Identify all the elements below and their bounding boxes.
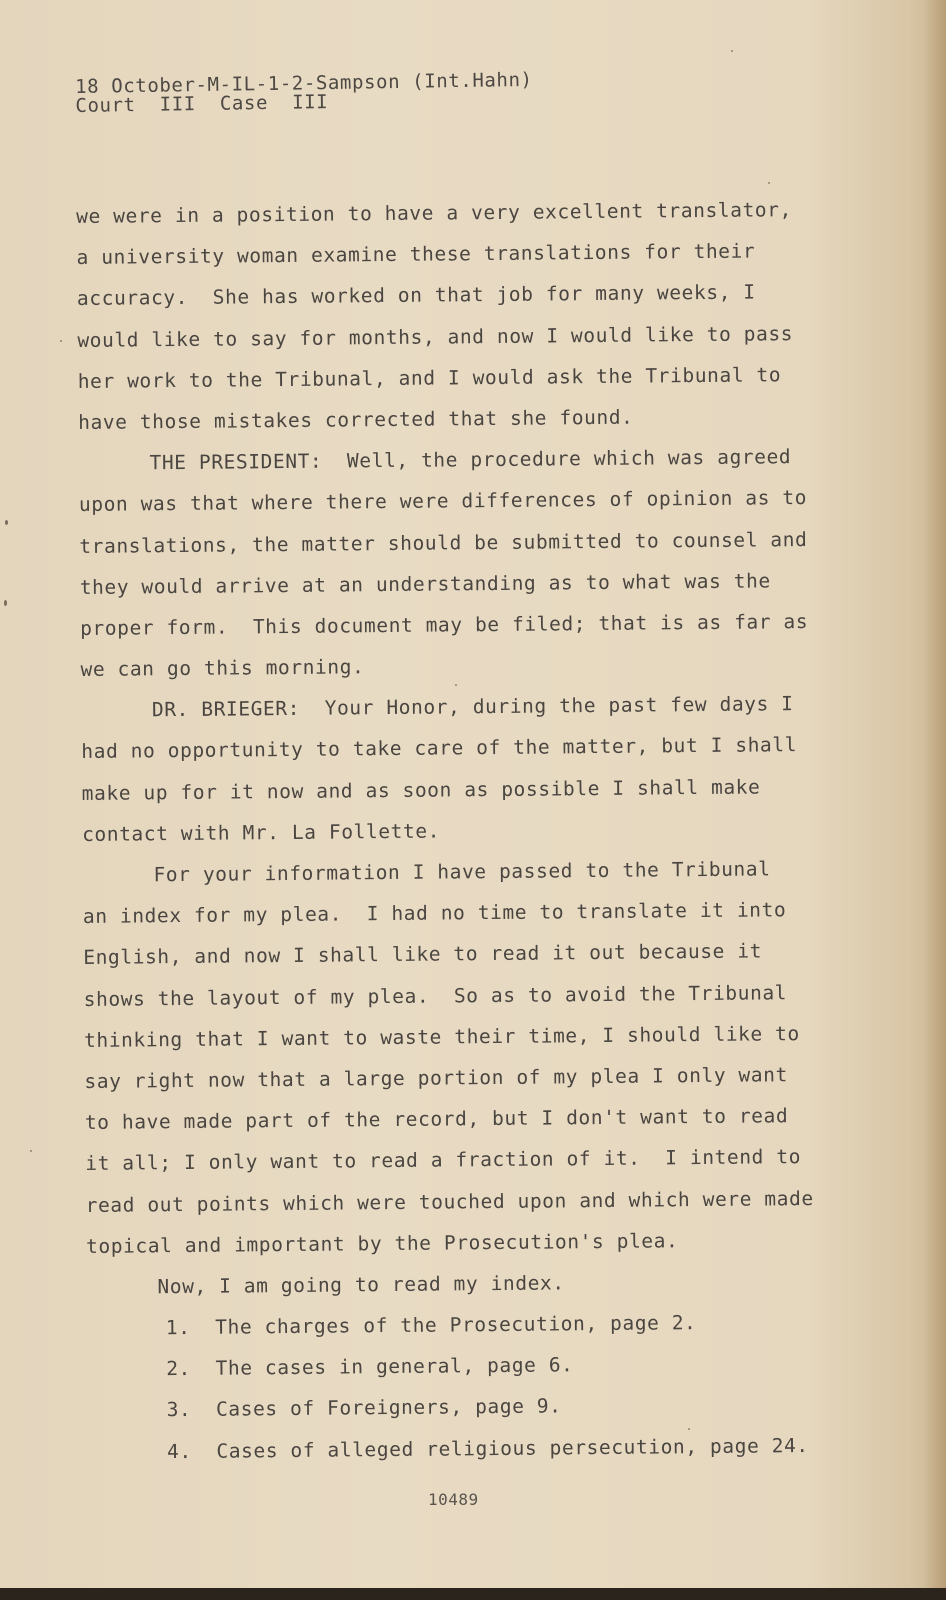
text-line: contact with Mr. La Follette. xyxy=(82,819,441,846)
text-line: to have made part of the record, but I don't want to read xyxy=(84,1104,789,1135)
text-line: an index for my plea. I had no time to translate it into xyxy=(82,898,787,929)
index-list-item: 2. The cases in general, page 6. xyxy=(166,1353,574,1381)
text-line: upon was that where there were differences of opinion as to xyxy=(78,486,808,517)
document-header xyxy=(74,68,533,117)
index-list-item: 4. Cases of alleged religious persecution, page 24. xyxy=(166,1433,809,1463)
speaker-line-brieger: DR. BRIEGER: Your Honor, during the past few days I xyxy=(151,692,794,722)
text-line: thinking that I want to waste their time, I should like to xyxy=(83,1021,800,1052)
text-line: make up for it now and as soon as possible I shall make xyxy=(81,775,761,805)
text-line: shows the layout of my plea. So as to avoid the Tribunal xyxy=(83,980,788,1011)
text-line: topical and important by the Prosecution's plea. xyxy=(85,1228,679,1258)
header-line-2: Court III Case III xyxy=(75,91,329,117)
text-line: they would arrive at an understanding as to what was the xyxy=(79,569,771,599)
page-number: 10489 xyxy=(428,1490,479,1509)
text-line: read out points which were touched upon and which were made xyxy=(85,1186,814,1217)
paper-speck xyxy=(455,684,457,686)
text-line: proper form. This document may be filed; that is as far as xyxy=(80,609,809,640)
page-edge-shading xyxy=(924,0,946,1588)
index-list-item: 1. The charges of the Prosecution, page 2. xyxy=(165,1311,697,1340)
paper-speck xyxy=(30,1150,32,1152)
text-line: it all; I only want to read a fraction of it. I intend to xyxy=(85,1145,802,1176)
paper-speck xyxy=(60,340,62,342)
text-line: we were in a position to have a very excellent translator, xyxy=(76,198,793,228)
text-line: translations, the matter should be submitted to counsel and xyxy=(79,527,808,558)
text-line: we can go this morning. xyxy=(80,655,365,682)
text-line-paragraph-start: For your information I have passed to the Tribunal xyxy=(153,857,771,887)
text-line: her work to the Tribunal, and I would ask the Tribunal to xyxy=(77,362,782,393)
text-line: a university woman examine these translations for their xyxy=(76,239,756,270)
transcript-body xyxy=(76,189,833,1473)
index-list-item: 3. Cases of Foreigners, page 9. xyxy=(166,1394,562,1422)
text-line-paragraph-start: Now, I am going to read my index. xyxy=(157,1271,565,1299)
paper-speck xyxy=(688,1428,690,1430)
text-line: would like to say for months, and now I would like to pass xyxy=(77,321,794,352)
text-line: have those mistakes corrected that she found. xyxy=(78,405,634,434)
text-line: English, and now I shall like to read it out because it xyxy=(83,939,763,970)
paper-speck xyxy=(5,520,8,525)
text-line: accuracy. She has worked on that job for many weeks, I xyxy=(76,280,756,311)
paper-speck xyxy=(731,50,733,52)
paper-speck xyxy=(768,182,770,184)
text-line: say right now that a large portion of my plea I only want xyxy=(84,1063,788,1093)
text-line: had no opportunity to take care of the matter, but I shall xyxy=(81,733,798,764)
header-line-1: 18 October-M-IL-1-2-Sampson (Int.Hahn) xyxy=(74,68,533,98)
paper-speck xyxy=(4,600,7,606)
speaker-line-president: THE PRESIDENT: Well, the procedure which was agreed xyxy=(149,445,792,475)
